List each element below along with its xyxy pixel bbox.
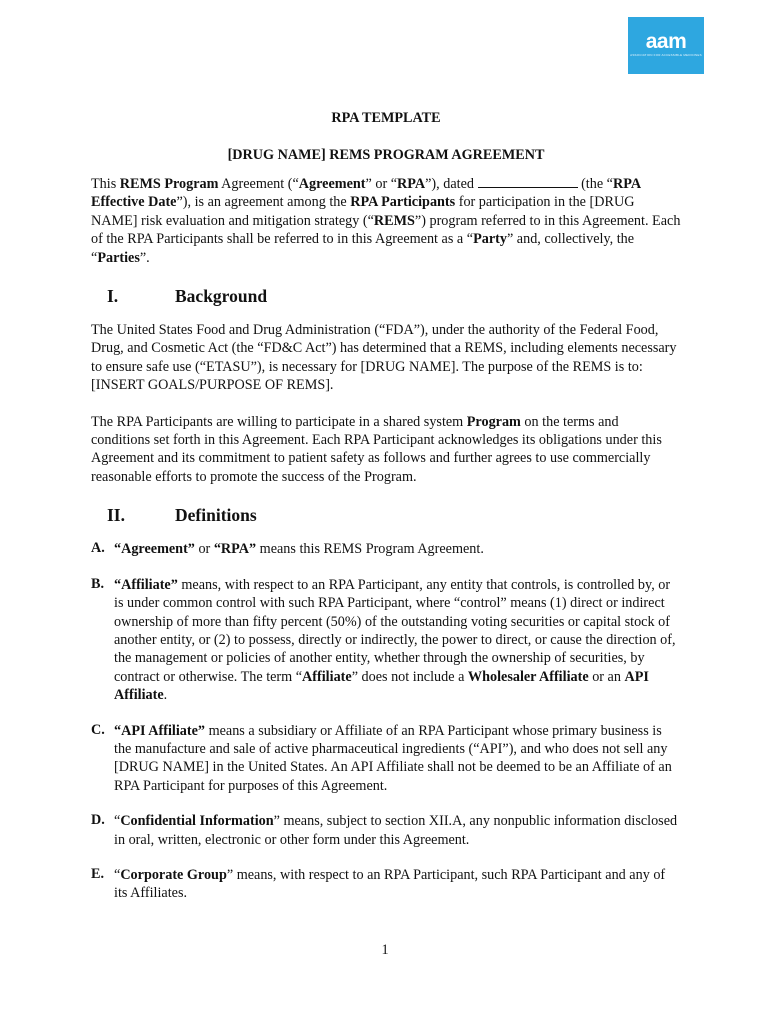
definition-item	[91, 812, 681, 849]
definition-text: “Confidential Information” means, subject to section XII.A, any nonpublic information disclosed in oral, written, electronic or other form under this Agreement.	[114, 813, 678, 848]
definition-text: “Corporate Group” means, with respect to an RPA Participant, such RPA Participant and any of its Affiliates.	[114, 866, 666, 902]
definition-letter: E.	[91, 865, 105, 882]
logo-text: aam	[645, 29, 687, 53]
definition-item	[91, 540, 681, 558]
section-heading-background	[91, 285, 681, 307]
section-heading-definitions	[91, 504, 681, 526]
definition-item	[91, 576, 681, 705]
definition-letter: A.	[91, 540, 105, 557]
intro-paragraph: This REMS Program Agreement (“Agreement” or “RPA”), dated (the “RPA Effective Date”), is an agreement among the RPA Participants for participation in the [DRUG NAME] risk evaluation and mitigation strategy (“REMS”) program referred to in this Agreement. Each of the RPA Participants shall be referred to in this Agreement as a “Party” and, collectively, the “Parties”.	[91, 176, 681, 266]
definition-item	[91, 866, 681, 903]
document-body	[91, 108, 681, 920]
definition-text: “API Affiliate” means a subsidiary or Affiliate of an RPA Participant whose primary business is the manufacture and sale of active pharmaceutical ingredients (“API”), and who does not sell any [DRUG NAME] in the United States. An API Affiliate shall not be deemed to be an Affiliate of an RPA Participant for purposes of this Agreement.	[114, 722, 672, 794]
aam-logo	[628, 17, 704, 74]
document-subtitle: [DRUG NAME] REMS PROGRAM AGREEMENT	[227, 147, 545, 163]
definition-text: “Agreement” or “RPA” means this REMS Program Agreement.	[114, 541, 484, 558]
definition-letter: B.	[91, 575, 105, 592]
definition-text: “Affiliate” means, with respect to an RPA Participant, any entity that controls, is controlled by, or is under common control with such RPA Participant, where “control” means (1) direct or indirect ownership of more than fifty percent (50%) of the outstanding voting securities or capital stock of another entity, or (2) to possess, directly or indirectly, the power to direct, or cause the direction of, the management or policies of another entity, whether through the ownership of securities, by contract or otherwise. The term “Affiliate” does not include a Wholesaler Affiliate or an API Affiliate.	[114, 576, 676, 704]
logo-tagline: ASSOCIATION FOR ACCESSIBLE MEDICINES	[630, 52, 702, 57]
page-number: 1	[381, 942, 389, 958]
definition-item	[91, 722, 681, 796]
definition-letter: D.	[91, 812, 105, 829]
background-paragraph-2: The RPA Participants are willing to participate in a shared system Program on the terms and conditions set forth in this Agreement. Each RPA Participant acknowledges its obligations under this Agreement and its commitment to patient safety as follows and further agrees to use commercially reasonable efforts to promote the success of the Program.	[91, 413, 662, 485]
document-title: RPA TEMPLATE	[331, 110, 441, 126]
background-paragraph-1: The United States Food and Drug Administration (“FDA”), under the authority of the Federal Food, Drug, and Cosmetic Act (the “FD&C Act”) has determined that a REMS, including elements necessary to ensure safe use (“ETASU”), is necessary for [DRUG NAME]. The purpose of the REMS is to: [INSERT GOALS/PURPOSE OF REMS].	[91, 322, 677, 394]
section-title: Background	[175, 286, 268, 307]
definition-letter: C.	[91, 721, 105, 738]
section-number: II.	[107, 505, 125, 526]
section-title: Definitions	[175, 505, 257, 526]
date-blank	[478, 176, 578, 188]
section-number: I.	[107, 286, 119, 307]
